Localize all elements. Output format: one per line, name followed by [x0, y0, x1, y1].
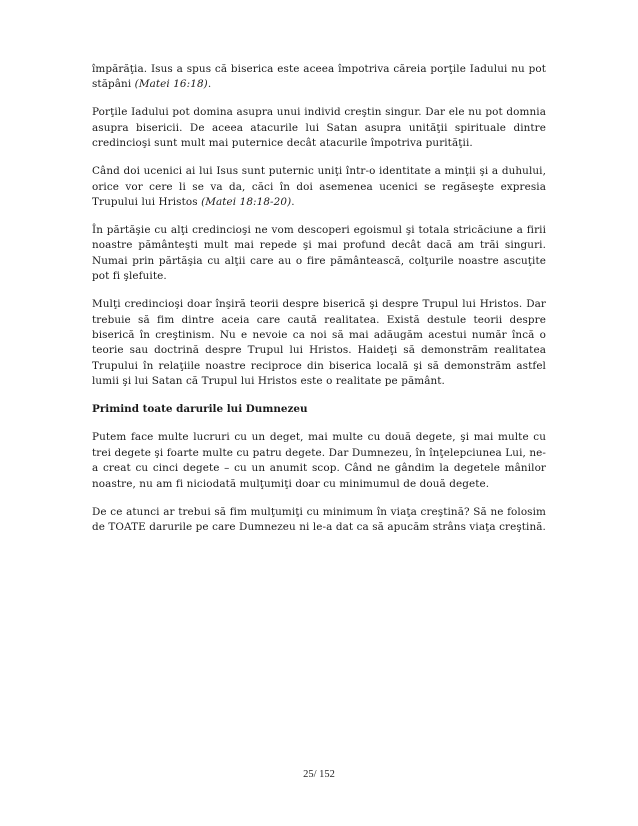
section-heading: Primind toate darurile lui Dumnezeu [92, 403, 308, 416]
paragraph-text: Porţile Iadului pot domina asupra unui individ creştin singur. Dar ele nu pot domnia asupra bisericii. De aceea atacurile lui Satan asupra unităţii spirituale dintre credincioşi sunt mult mai puternice decât atacurile împotriva purităţii. [92, 106, 546, 150]
paragraph [92, 164, 546, 210]
paragraph [92, 62, 546, 93]
paragraph-text: De ce atunci ar trebui să fim mulţumiţi cu minimum în viaţa creştină? Să ne folosim de TOATE darurile pe care Dumnezeu ni le-a dat ca să apucăm strâns viaţa creştină. [92, 505, 546, 533]
paragraph-tail: . [207, 78, 212, 91]
paragraph [92, 223, 546, 285]
page-number: 25/ 152 [303, 769, 335, 780]
paragraph [92, 430, 546, 492]
paragraph [92, 105, 546, 151]
paragraph [92, 297, 546, 389]
paragraph-text: În părtăşie cu alţi credincioşi ne vom descoperi egoismul şi totala stricăciune a firii noastre pământeşti mult mai repede şi mai profund decât dacă am trăi singuri. Numai prin părtăşia cu alţii care au o fire pământească, colţurile noastre ascuţite pot fi şlefuite. [92, 224, 546, 283]
paragraph-text: împărăţia. Isus a spus că biserica este aceea împotriva căreia porţile Iadului nu pot stăpâni [92, 63, 546, 91]
paragraph-text: Când doi ucenici ai lui Isus sunt puternic uniţi într-o identitate a minţii şi a duhului, orice vor cere li se va da, căci în doi asemenea ucenici se regăseşte expresia Trupului lui Hristos [92, 165, 546, 209]
paragraph-text: Putem face multe lucruri cu un deget, mai multe cu două degete, şi mai multe cu trei degete şi foarte multe cu patru degete. Dar Dumnezeu, în înţelepciunea Lui, ne-a creat cu cinci degete – cu un anumit scop. Când ne gândim la degetele mânilor noastre, nu am fi niciodată mulţumiţi doar cu minimumul de două degete. [92, 431, 546, 490]
document-page [92, 62, 546, 548]
scripture-reference: (Matei 16:18) [134, 78, 208, 91]
paragraph-tail: . [291, 196, 295, 209]
paragraph [92, 505, 546, 536]
scripture-reference: (Matei 18:18-20) [201, 196, 292, 209]
paragraph-text: Mulţi credincioşi doar înşiră teorii despre biserică şi despre Trupul lui Hristos. Dar trebuie să fim dintre aceia care caută realitatea. Există destule teorii despre biserică în creştinism. Nu e nevoie ca noi să mai adăugăm acestui număr încă o teorie sau doctrină despre Trupul lui Hristos. Haideţi să demonstrăm realitatea Trupului în relaţiile noastre reciproce din biserica locală şi să demonstrăm astfel lumii şi lui Satan că Trupul lui Hristos este o realitate pe pământ. [92, 298, 546, 388]
